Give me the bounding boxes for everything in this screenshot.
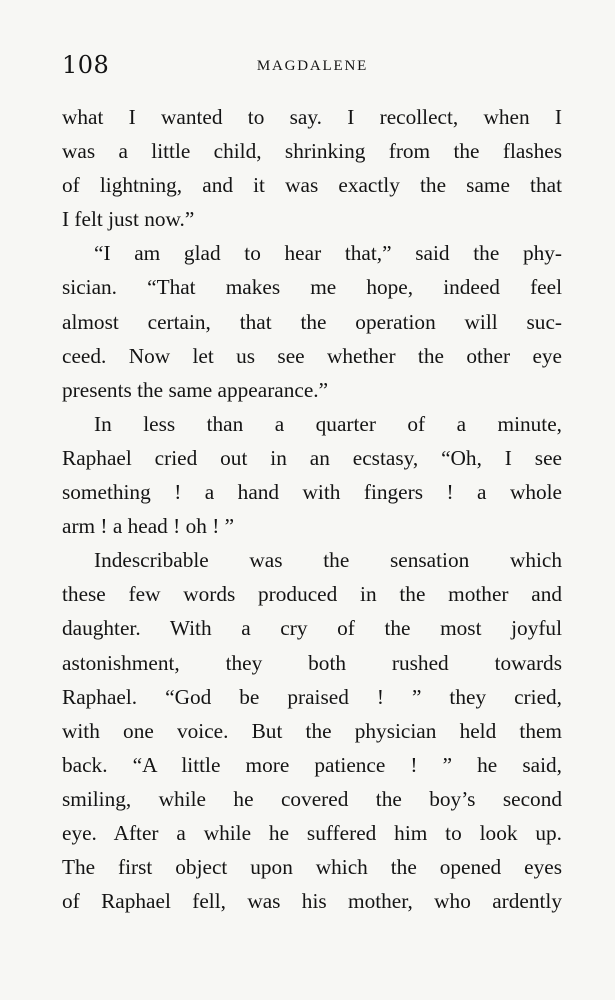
running-head [62,50,563,84]
text-line: The first object upon which the opened eyes [62,855,562,880]
text-line: of lightning, and it was exactly the same that [62,173,562,198]
text-line: eye. After a while he suffered him to look up. [62,820,562,845]
text-line: ceed. Now let us see whether the other eye [62,343,562,368]
text-line: what I wanted to say. I recollect, when I [62,105,562,129]
text-line: sician. “That makes me hope, indeed feel [62,275,562,300]
text-line: Raphael cried out in an ecstasy, “Oh, I see [62,445,562,470]
text-line: these few words produced in the mother and [62,582,562,607]
text-line: back. “A little more patience ! ” he said, [62,752,562,777]
text-line: almost certain, that the operation will suc- [62,309,562,334]
text-line: arm ! a head ! oh ! ” [62,514,235,539]
text-line: Raphael. “God be praised ! ” they cried, [62,684,562,709]
text-line: of Raphael fell, was his mother, who ardently [62,889,562,914]
page-number: 108 [62,51,110,79]
text-line: I felt just now.” [62,207,195,232]
running-title: MAGDALENE [256,58,369,74]
text-line: presents the same appearance.” [62,377,329,402]
text-line: was a little child, shrinking from the flashes [62,139,562,164]
text-line: In less than a quarter of a minute, [94,411,562,436]
body-text [62,100,562,918]
text-line: smiling, while he covered the boy’s second [62,786,562,811]
text-line: astonishment, they both rushed towards [62,650,562,675]
text-line: Indescribable was the sensation which [94,548,562,573]
text-line: with one voice. But the physician held them [62,718,562,743]
text-line: daughter. With a cry of the most joyful [62,616,562,641]
text-line: something ! a hand with fingers ! a whole [62,480,562,505]
text-line: “I am glad to hear that,” said the phy- [94,241,562,266]
